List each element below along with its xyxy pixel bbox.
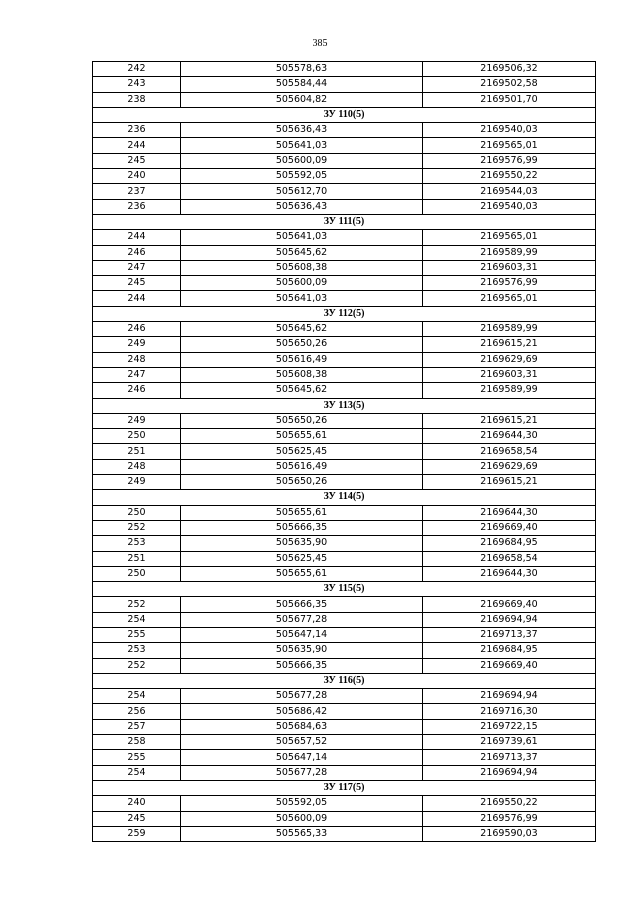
point-number-cell: 252 (93, 520, 181, 535)
point-number-cell: 246 (93, 245, 181, 260)
x-coordinate-cell: 505677,28 (181, 689, 423, 704)
table-row (93, 505, 596, 520)
section-header-row (93, 306, 596, 321)
y-coordinate-cell: 2169644,30 (423, 566, 596, 581)
point-number-cell: 248 (93, 459, 181, 474)
x-coordinate-cell: 505600,09 (181, 153, 423, 168)
table-row (93, 383, 596, 398)
x-coordinate-cell: 505655,61 (181, 429, 423, 444)
section-title: ЗУ 111(5) (93, 214, 596, 229)
x-coordinate-cell: 505625,45 (181, 551, 423, 566)
table-row (93, 322, 596, 337)
y-coordinate-cell: 2169576,99 (423, 811, 596, 826)
table-row (93, 413, 596, 428)
x-coordinate-cell: 505684,63 (181, 719, 423, 734)
point-number-cell: 244 (93, 138, 181, 153)
x-coordinate-cell: 505578,63 (181, 62, 423, 77)
point-number-cell: 253 (93, 643, 181, 658)
x-coordinate-cell: 505616,49 (181, 459, 423, 474)
section-header-row (93, 673, 596, 688)
y-coordinate-cell: 2169694,94 (423, 689, 596, 704)
y-coordinate-cell: 2169540,03 (423, 199, 596, 214)
y-coordinate-cell: 2169644,30 (423, 505, 596, 520)
table-row (93, 612, 596, 627)
table-row (93, 796, 596, 811)
point-number-cell: 252 (93, 658, 181, 673)
x-coordinate-cell: 505641,03 (181, 291, 423, 306)
table-row (93, 551, 596, 566)
x-coordinate-cell: 505645,62 (181, 322, 423, 337)
section-title: ЗУ 110(5) (93, 107, 596, 122)
y-coordinate-cell: 2169615,21 (423, 475, 596, 490)
point-number-cell: 249 (93, 337, 181, 352)
table-row (93, 245, 596, 260)
y-coordinate-cell: 2169669,40 (423, 597, 596, 612)
y-coordinate-cell: 2169502,58 (423, 77, 596, 92)
point-number-cell: 245 (93, 276, 181, 291)
table-row (93, 62, 596, 77)
point-number-cell: 236 (93, 199, 181, 214)
y-coordinate-cell: 2169669,40 (423, 658, 596, 673)
table-row (93, 77, 596, 92)
point-number-cell: 236 (93, 123, 181, 138)
section-title: ЗУ 115(5) (93, 582, 596, 597)
y-coordinate-cell: 2169629,69 (423, 352, 596, 367)
section-title: ЗУ 113(5) (93, 398, 596, 413)
table-row (93, 520, 596, 535)
y-coordinate-cell: 2169589,99 (423, 322, 596, 337)
y-coordinate-cell: 2169603,31 (423, 367, 596, 382)
point-number-cell: 251 (93, 444, 181, 459)
x-coordinate-cell: 505666,35 (181, 520, 423, 535)
table-row (93, 750, 596, 765)
section-header-row (93, 490, 596, 505)
y-coordinate-cell: 2169501,70 (423, 92, 596, 107)
x-coordinate-cell: 505608,38 (181, 367, 423, 382)
x-coordinate-cell: 505666,35 (181, 658, 423, 673)
table-row (93, 689, 596, 704)
y-coordinate-cell: 2169576,99 (423, 276, 596, 291)
x-coordinate-cell: 505645,62 (181, 245, 423, 260)
section-header-row (93, 780, 596, 795)
point-number-cell: 246 (93, 383, 181, 398)
x-coordinate-cell: 505600,09 (181, 811, 423, 826)
x-coordinate-cell: 505636,43 (181, 199, 423, 214)
table-row (93, 719, 596, 734)
y-coordinate-cell: 2169644,30 (423, 429, 596, 444)
section-header-row (93, 398, 596, 413)
point-number-cell: 244 (93, 230, 181, 245)
point-number-cell: 238 (93, 92, 181, 107)
y-coordinate-cell: 2169658,54 (423, 551, 596, 566)
x-coordinate-cell: 505677,28 (181, 612, 423, 627)
x-coordinate-cell: 505616,49 (181, 352, 423, 367)
point-number-cell: 240 (93, 796, 181, 811)
y-coordinate-cell: 2169658,54 (423, 444, 596, 459)
table-row (93, 337, 596, 352)
point-number-cell: 256 (93, 704, 181, 719)
table-row (93, 643, 596, 658)
point-number-cell: 259 (93, 826, 181, 841)
x-coordinate-cell: 505584,44 (181, 77, 423, 92)
point-number-cell: 255 (93, 627, 181, 642)
table-row (93, 826, 596, 841)
table-row (93, 627, 596, 642)
y-coordinate-cell: 2169716,30 (423, 704, 596, 719)
y-coordinate-cell: 2169565,01 (423, 230, 596, 245)
y-coordinate-cell: 2169739,61 (423, 735, 596, 750)
y-coordinate-cell: 2169589,99 (423, 383, 596, 398)
y-coordinate-cell: 2169722,15 (423, 719, 596, 734)
y-coordinate-cell: 2169684,95 (423, 536, 596, 551)
table-row (93, 459, 596, 474)
point-number-cell: 244 (93, 291, 181, 306)
y-coordinate-cell: 2169540,03 (423, 123, 596, 138)
section-header-row (93, 582, 596, 597)
y-coordinate-cell: 2169615,21 (423, 413, 596, 428)
point-number-cell: 254 (93, 689, 181, 704)
x-coordinate-cell: 505686,42 (181, 704, 423, 719)
x-coordinate-cell: 505592,05 (181, 796, 423, 811)
table-row (93, 597, 596, 612)
y-coordinate-cell: 2169550,22 (423, 796, 596, 811)
x-coordinate-cell: 505641,03 (181, 138, 423, 153)
point-number-cell: 247 (93, 367, 181, 382)
section-header-row (93, 107, 596, 122)
table-row (93, 429, 596, 444)
y-coordinate-cell: 2169576,99 (423, 153, 596, 168)
table-row (93, 260, 596, 275)
y-coordinate-cell: 2169590,03 (423, 826, 596, 841)
table-row (93, 230, 596, 245)
x-coordinate-cell: 505645,62 (181, 383, 423, 398)
section-title: ЗУ 116(5) (93, 673, 596, 688)
x-coordinate-cell: 505655,61 (181, 566, 423, 581)
point-number-cell: 254 (93, 765, 181, 780)
y-coordinate-cell: 2169565,01 (423, 291, 596, 306)
x-coordinate-cell: 505635,90 (181, 643, 423, 658)
x-coordinate-cell: 505666,35 (181, 597, 423, 612)
point-number-cell: 257 (93, 719, 181, 734)
x-coordinate-cell: 505636,43 (181, 123, 423, 138)
y-coordinate-cell: 2169669,40 (423, 520, 596, 535)
x-coordinate-cell: 505641,03 (181, 230, 423, 245)
y-coordinate-cell: 2169684,95 (423, 643, 596, 658)
section-header-row (93, 214, 596, 229)
point-number-cell: 243 (93, 77, 181, 92)
x-coordinate-cell: 505650,26 (181, 337, 423, 352)
y-coordinate-cell: 2169550,22 (423, 169, 596, 184)
point-number-cell: 247 (93, 260, 181, 275)
x-coordinate-cell: 505677,28 (181, 765, 423, 780)
x-coordinate-cell: 505565,33 (181, 826, 423, 841)
point-number-cell: 254 (93, 612, 181, 627)
y-coordinate-cell: 2169565,01 (423, 138, 596, 153)
x-coordinate-cell: 505655,61 (181, 505, 423, 520)
point-number-cell: 258 (93, 735, 181, 750)
point-number-cell: 245 (93, 811, 181, 826)
point-number-cell: 250 (93, 505, 181, 520)
table-row (93, 153, 596, 168)
table-row (93, 704, 596, 719)
point-number-cell: 251 (93, 551, 181, 566)
y-coordinate-cell: 2169544,03 (423, 184, 596, 199)
table-row (93, 352, 596, 367)
table-row (93, 475, 596, 490)
y-coordinate-cell: 2169589,99 (423, 245, 596, 260)
table-row (93, 199, 596, 214)
point-number-cell: 252 (93, 597, 181, 612)
point-number-cell: 249 (93, 413, 181, 428)
coordinates-table-body (93, 62, 596, 842)
x-coordinate-cell: 505647,14 (181, 627, 423, 642)
section-title: ЗУ 117(5) (93, 780, 596, 795)
point-number-cell: 242 (93, 62, 181, 77)
page-number: 385 (312, 38, 328, 49)
point-number-cell: 246 (93, 322, 181, 337)
x-coordinate-cell: 505625,45 (181, 444, 423, 459)
y-coordinate-cell: 2169713,37 (423, 627, 596, 642)
y-coordinate-cell: 2169506,32 (423, 62, 596, 77)
section-title: ЗУ 114(5) (93, 490, 596, 505)
point-number-cell: 255 (93, 750, 181, 765)
x-coordinate-cell: 505657,52 (181, 735, 423, 750)
x-coordinate-cell: 505650,26 (181, 475, 423, 490)
x-coordinate-cell: 505592,05 (181, 169, 423, 184)
table-row (93, 169, 596, 184)
y-coordinate-cell: 2169615,21 (423, 337, 596, 352)
y-coordinate-cell: 2169694,94 (423, 765, 596, 780)
x-coordinate-cell: 505600,09 (181, 276, 423, 291)
point-number-cell: 250 (93, 566, 181, 581)
point-number-cell: 248 (93, 352, 181, 367)
y-coordinate-cell: 2169694,94 (423, 612, 596, 627)
point-number-cell: 250 (93, 429, 181, 444)
point-number-cell: 240 (93, 169, 181, 184)
table-row (93, 658, 596, 673)
y-coordinate-cell: 2169629,69 (423, 459, 596, 474)
x-coordinate-cell: 505650,26 (181, 413, 423, 428)
table-row (93, 291, 596, 306)
table-row (93, 444, 596, 459)
table-row (93, 765, 596, 780)
table-row (93, 276, 596, 291)
y-coordinate-cell: 2169603,31 (423, 260, 596, 275)
x-coordinate-cell: 505604,82 (181, 92, 423, 107)
point-number-cell: 237 (93, 184, 181, 199)
point-number-cell: 245 (93, 153, 181, 168)
coordinates-table (92, 61, 596, 842)
y-coordinate-cell: 2169713,37 (423, 750, 596, 765)
table-row (93, 367, 596, 382)
table-row (93, 92, 596, 107)
table-row (93, 184, 596, 199)
table-row (93, 566, 596, 581)
section-title: ЗУ 112(5) (93, 306, 596, 321)
table-row (93, 123, 596, 138)
table-row (93, 138, 596, 153)
table-row (93, 735, 596, 750)
x-coordinate-cell: 505647,14 (181, 750, 423, 765)
x-coordinate-cell: 505635,90 (181, 536, 423, 551)
x-coordinate-cell: 505608,38 (181, 260, 423, 275)
table-row (93, 536, 596, 551)
point-number-cell: 253 (93, 536, 181, 551)
point-number-cell: 249 (93, 475, 181, 490)
table-row (93, 811, 596, 826)
x-coordinate-cell: 505612,70 (181, 184, 423, 199)
